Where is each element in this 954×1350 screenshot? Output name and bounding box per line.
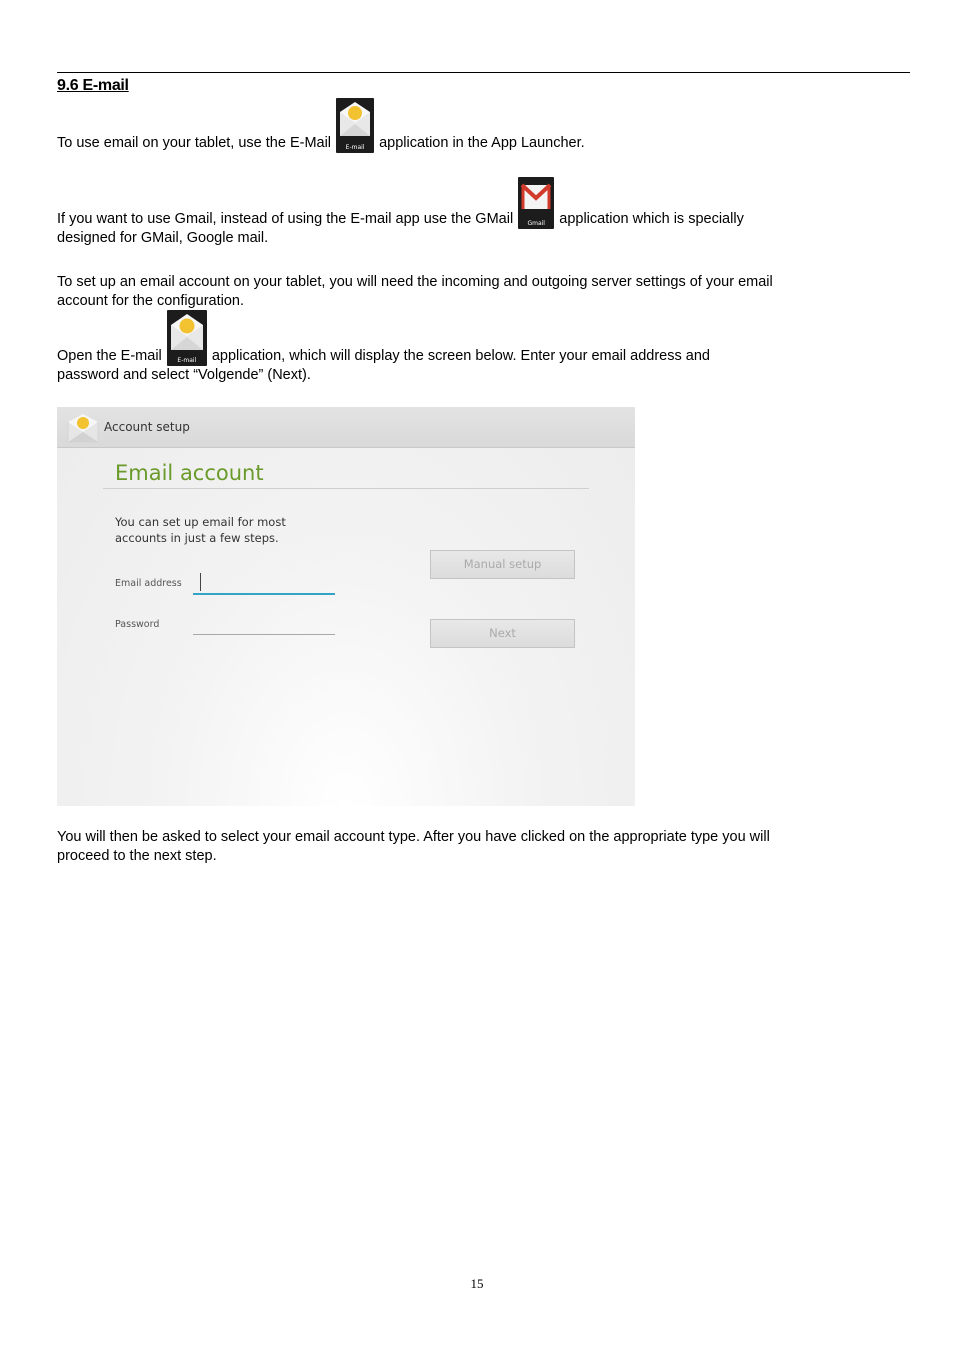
header-rule	[57, 72, 910, 73]
email-icon-caption: E-mail	[345, 144, 365, 151]
paragraph-text: To use email on your tablet, use the E-Mail	[57, 135, 332, 151]
paragraph-text: application which is specially	[559, 211, 744, 227]
paragraph-open-email	[57, 310, 710, 385]
paragraph-text: You will then be asked to select your email account type. After you have clicked on the appropriate type you will	[57, 829, 770, 845]
paragraph-text: password and select “Volgende” (Next).	[57, 367, 311, 383]
paragraph-email-intro	[57, 98, 585, 153]
text-cursor	[200, 573, 201, 591]
email-app-icon	[167, 310, 207, 366]
paragraph-text: To set up an email account on your tablet, you will need the incoming and outgoing server settings of your email	[57, 274, 773, 290]
paragraph-text: application in the App Launcher.	[379, 135, 585, 151]
email-app-icon	[336, 98, 374, 153]
section-heading: 9.6 E-mail	[57, 77, 129, 94]
action-bar-title: Account setup	[104, 420, 190, 434]
gmail-icon-caption: Gmail	[527, 220, 545, 227]
email-app-icon	[67, 413, 99, 447]
paragraph-account-type	[57, 828, 770, 866]
email-field[interactable]	[193, 593, 335, 595]
page-number: 15	[470, 1276, 484, 1291]
paragraph-text: If you want to use Gmail, instead of using the E-mail app use the GMail	[57, 211, 514, 227]
manual-setup-button[interactable]: Manual setup	[430, 550, 575, 579]
next-button[interactable]: Next	[430, 619, 575, 648]
paragraph-text: account for the configuration.	[57, 293, 245, 309]
gmail-app-icon	[518, 177, 554, 229]
account-setup-screenshot	[57, 407, 635, 806]
password-label: Password	[115, 619, 160, 630]
paragraph-text: proceed to the next step.	[57, 848, 217, 864]
paragraph-setup	[57, 273, 773, 311]
email-address-label: Email address	[115, 578, 182, 589]
paragraph-gmail	[57, 177, 744, 248]
paragraph-text: Open the E-mail	[57, 348, 162, 364]
email-account-title: Email account	[115, 461, 264, 485]
email-icon-caption: E-mail	[177, 357, 197, 364]
title-divider	[103, 488, 589, 489]
paragraph-text: application, which will display the screen below. Enter your email address and	[211, 348, 710, 364]
action-bar	[57, 407, 635, 448]
setup-description: You can set up email for most accounts in just a few steps.	[115, 515, 286, 545]
password-field[interactable]	[193, 634, 335, 635]
paragraph-text: designed for GMail, Google mail.	[57, 230, 269, 246]
